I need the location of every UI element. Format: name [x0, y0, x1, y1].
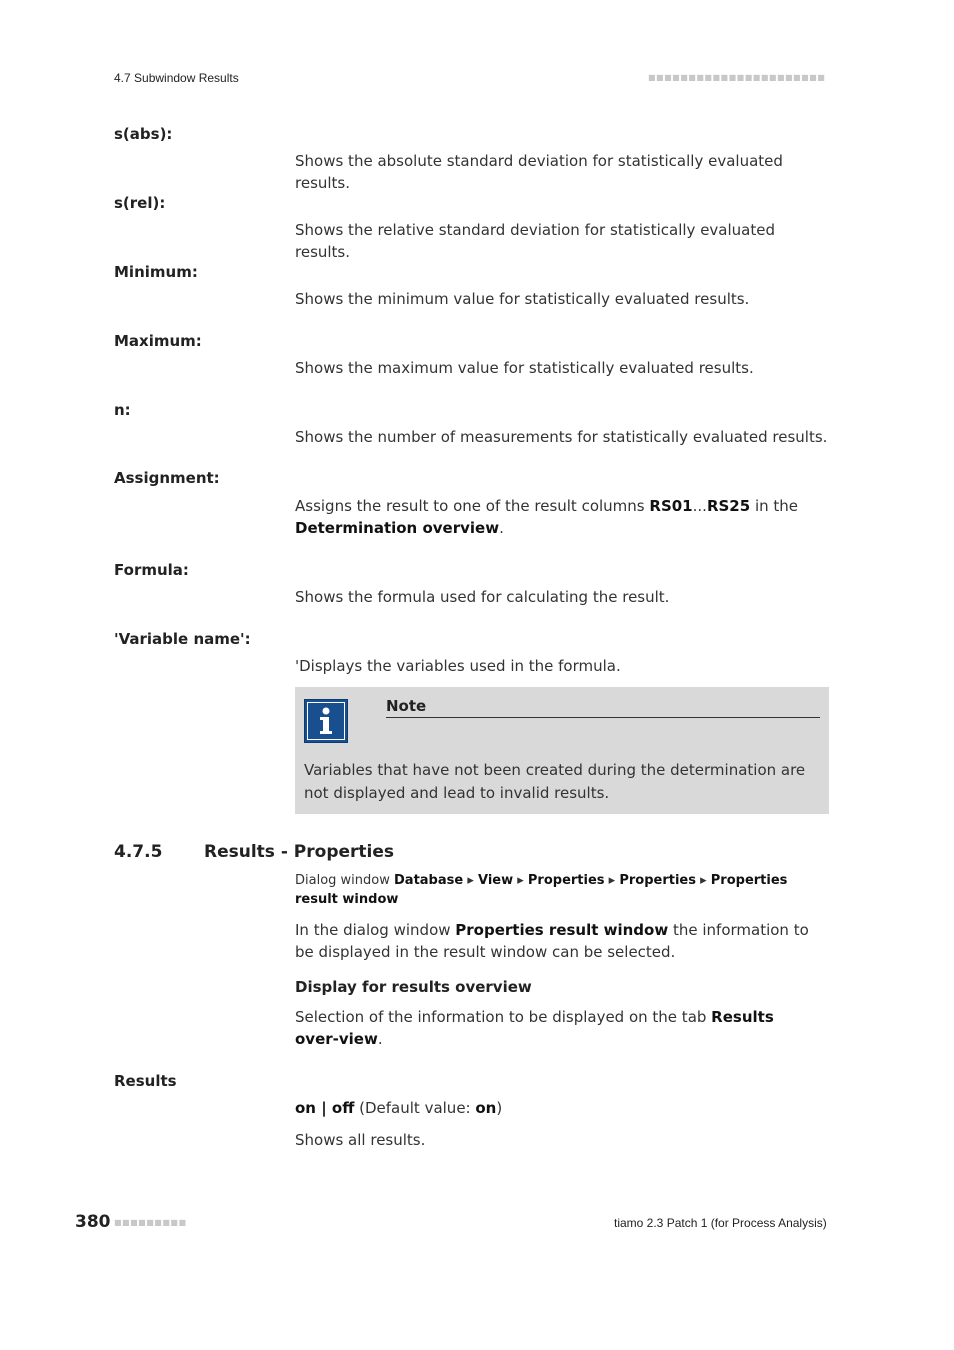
desc-maximum: Shows the maximum value for statistically evaluated results. — [295, 359, 754, 377]
note-box — [295, 687, 829, 814]
subheading: Display for results overview — [295, 978, 532, 996]
footer-decoration: ■■■■■■■■■ — [114, 1218, 187, 1227]
term-s-abs: s(abs): — [114, 125, 173, 143]
subheading-desc: Selection of the information to be displayed on the tab Results over-view. — [295, 1008, 774, 1048]
note-text: Variables that have not been created during the determination are not displayed and lead to invalid results. — [304, 761, 806, 802]
info-icon — [304, 699, 348, 743]
term-minimum: Minimum: — [114, 263, 198, 281]
path-item: Properties — [619, 873, 696, 888]
desc-assignment: Assigns the result to one of the result columns RS01...RS25 in the Determination overview. — [295, 497, 798, 537]
term-maximum: Maximum: — [114, 332, 202, 350]
desc-formula: Shows the formula used for calculating the result. — [295, 588, 670, 606]
term-s-rel: s(rel): — [114, 194, 166, 212]
desc-variable-name: 'Displays the variables used in the formula. — [295, 657, 621, 675]
path-item: Properties — [527, 873, 605, 888]
desc-n: Shows the number of measurements for statistically evaluated results. — [295, 428, 828, 446]
term-variable-name: 'Variable name': — [114, 630, 251, 648]
results-desc: Shows all results. — [295, 1131, 426, 1149]
term-formula: Formula: — [114, 561, 189, 579]
desc-minimum: Shows the minimum value for statistically evaluated results. — [295, 290, 750, 308]
page-number: 380 — [75, 1212, 111, 1232]
section-title: Results - Properties — [204, 842, 395, 862]
term-assignment: Assignment: — [114, 469, 220, 487]
header-decoration: ■■■■■■■■■■■■■■■■■■■■■■ — [648, 73, 826, 82]
header-section-title: 4.7 Subwindow Results — [114, 71, 239, 85]
desc-s-abs: Shows the absolute standard deviation for statistically evaluated results. — [295, 152, 783, 192]
menu-path: Dialog window Database ▸ View ▸ Properties ▸ Properties ▸ Properties result window — [295, 873, 788, 907]
desc-s-rel: Shows the relative standard deviation for statistically evaluated results. — [295, 221, 775, 261]
section-intro: In the dialog window Properties result window the information to be displayed in the result window can be selected. — [295, 921, 809, 961]
term-results: Results — [114, 1072, 177, 1090]
path-item: Database — [394, 873, 464, 888]
results-values: on | off (Default value: on) — [295, 1099, 503, 1117]
product-name: tiamo 2.3 Patch 1 (for Process Analysis) — [614, 1216, 827, 1230]
section-number: 4.7.5 — [114, 842, 163, 862]
path-item: Properties result window — [295, 873, 788, 907]
path-item: View — [477, 873, 514, 888]
term-n: n: — [114, 401, 131, 419]
note-title: Note — [386, 697, 820, 718]
